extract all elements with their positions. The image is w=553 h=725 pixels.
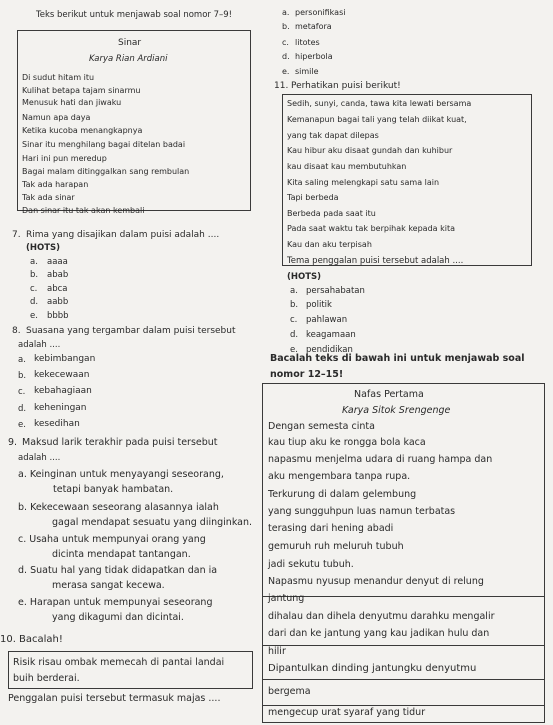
option-text[interactable]: aabb: [47, 297, 69, 307]
poem-line: Tapi berbeda: [287, 193, 339, 202]
question-text: adalah ....: [18, 340, 61, 350]
option-text[interactable]: kesedihan: [34, 419, 80, 429]
option-text[interactable]: litotes: [295, 38, 320, 47]
poem-line: yang sungguhpun luas namun terbatas: [268, 506, 456, 517]
poem-line: Tak ada harapan: [22, 180, 89, 189]
option-letter[interactable]: e.: [30, 311, 38, 321]
hots-tag: (HOTS): [26, 243, 61, 253]
option-letter[interactable]: a.: [282, 8, 290, 17]
section-heading: nomor 12–15!: [270, 369, 344, 380]
option-text[interactable]: keagamaan: [306, 330, 356, 340]
option-a[interactable]: a. Keinginan untuk menyayangi seseorang,: [18, 469, 224, 480]
hots-tag: (HOTS): [287, 272, 322, 282]
poem-line: terasing dari hening abadi: [268, 523, 394, 534]
question-text: Rima yang disajikan dalam puisi adalah ....: [26, 230, 220, 240]
poem-line: hilir: [268, 646, 286, 657]
question-number: 8.: [12, 326, 21, 336]
option-text[interactable]: aaaa: [47, 257, 68, 267]
section-heading: Bacalah teks di bawah ini untuk menjawab soal: [270, 353, 525, 364]
question-text: Perhatikan puisi berikut!: [291, 81, 401, 91]
poem-line: kau tiup aku ke rongga bola kaca: [268, 437, 426, 448]
question-number: 7.: [12, 230, 21, 240]
poem-line: Kau dan aku terpisah: [287, 240, 372, 249]
poem-line: Tak ada sinar: [22, 193, 75, 202]
question-number: 9.: [8, 437, 18, 448]
poem-line: Ketika kucoba menangkapnya: [22, 126, 143, 135]
poem-line: jantung: [268, 593, 305, 604]
option-text[interactable]: abca: [47, 284, 68, 294]
section-heading: Teks berikut untuk menjawab soal nomor 7–9!: [36, 10, 233, 20]
question-text: Suasana yang tergambar dalam puisi tersebut: [26, 326, 236, 336]
poem-title: Sinar: [118, 38, 142, 48]
question-number: 11.: [274, 81, 289, 91]
poem-line: Kita saling melengkapi satu sama lain: [287, 178, 440, 187]
option-letter[interactable]: b.: [30, 270, 39, 280]
option-letter[interactable]: c.: [290, 315, 298, 325]
option-text[interactable]: persahabatan: [306, 286, 365, 296]
quote-line: buih berderai.: [13, 673, 80, 684]
divider: [262, 596, 545, 597]
option-b[interactable]: b. Kekecewaan seseorang alasannya ialah: [18, 502, 219, 513]
question-text: Penggalan puisi tersebut termasuk majas ....: [8, 693, 221, 704]
option-e[interactable]: e. Harapan untuk mempunyai seseorang: [18, 597, 213, 608]
option-text[interactable]: pahlawan: [306, 315, 348, 325]
quote-line: Risik risau ombak memecah di pantai landai: [13, 657, 225, 668]
option-e-cont[interactable]: yang dikagumi dan dicintai.: [52, 612, 184, 623]
option-text[interactable]: kekecewaan: [34, 370, 90, 380]
poem-line: Pada saat waktu tak berpihak kepada kita: [287, 224, 455, 233]
option-letter[interactable]: e.: [290, 345, 298, 355]
poem-line: Menusuk hati dan jiwaku: [22, 98, 122, 107]
poem-line: napasmu menjelma udara di ruang hampa dan: [268, 454, 493, 465]
poem-line: Sedih, sunyi, canda, tawa kita lewati bersama: [287, 99, 472, 108]
option-letter[interactable]: d.: [30, 297, 39, 307]
option-letter[interactable]: a.: [18, 355, 26, 365]
option-letter[interactable]: c.: [18, 387, 26, 397]
option-d[interactable]: d. Suatu hal yang tidak didapatkan dan ia: [18, 565, 218, 576]
poem-line: Bagai malam ditinggalkan sang rembulan: [22, 167, 190, 176]
poem-line: jadi sekutu tubuh.: [268, 559, 354, 570]
poem-line: Di sudut hitam itu: [22, 73, 95, 82]
option-text[interactable]: kebimbangan: [34, 354, 96, 364]
divider: [262, 705, 545, 706]
poem-line: bergema: [268, 686, 311, 697]
option-letter[interactable]: d.: [18, 404, 27, 414]
poem-line: dihalau dan dihela denyutmu darahku mengalir: [268, 611, 495, 622]
option-letter[interactable]: a.: [30, 257, 38, 267]
option-text[interactable]: simile: [295, 67, 319, 76]
question-text: Maksud larik terakhir pada puisi tersebut: [22, 437, 218, 448]
poem-line: Hari ini pun meredup: [22, 154, 107, 163]
poem-line: aku mengembara tanpa rupa.: [268, 471, 411, 482]
option-letter[interactable]: b.: [18, 371, 27, 381]
poem-line: Dipantulkan dinding jantungku denyutmu: [268, 663, 477, 674]
option-c[interactable]: c. Usaha untuk mempunyai orang yang: [18, 534, 206, 545]
poem-line: Sinar itu menghilang bagai ditelan badai: [22, 140, 186, 149]
option-text[interactable]: abab: [47, 270, 69, 280]
option-letter[interactable]: c.: [282, 38, 289, 47]
poem-line: Dan sinar itu tak akan kembali: [22, 206, 145, 215]
poem-line: Dengan semesta cinta: [268, 421, 375, 432]
option-letter[interactable]: e.: [18, 420, 26, 430]
option-letter[interactable]: d.: [282, 52, 290, 61]
option-letter[interactable]: b.: [282, 22, 290, 31]
option-text[interactable]: kebahagiaan: [34, 386, 92, 396]
question-text: Bacalah!: [19, 634, 63, 645]
divider: [262, 679, 545, 680]
question-text: Tema penggalan puisi tersebut adalah ....: [287, 256, 464, 266]
option-text[interactable]: bbbb: [47, 311, 69, 321]
option-text[interactable]: pendidikan: [306, 345, 353, 355]
poem-author: Karya Sitok Srengenge: [342, 405, 451, 416]
poem-line: dari dan ke jantung yang kau jadikan hulu dan: [268, 628, 490, 639]
poem-line: mengecup urat syaraf yang tidur: [268, 707, 426, 718]
option-text[interactable]: hiperbola: [295, 52, 333, 61]
option-letter[interactable]: d.: [290, 330, 299, 340]
poem-line: Kau hibur aku disaat gundah dan kuhibur: [287, 146, 453, 155]
poem-line: gemuruh ruh meluruh tubuh: [268, 541, 404, 552]
option-text[interactable]: personifikasi: [295, 8, 346, 17]
poem-line: yang tak dapat dilepas: [287, 131, 379, 140]
option-d-cont[interactable]: merasa sangat kecewa.: [52, 580, 165, 591]
option-text[interactable]: politik: [306, 300, 332, 310]
poem-line: Kemanapun bagai tali yang telah diikat kuat,: [287, 115, 467, 124]
poem-title: Nafas Pertama: [354, 389, 424, 400]
poem-line: Napasmu nyusup menandur denyut di relung: [268, 576, 484, 587]
option-b-cont[interactable]: gagal mendapat sesuatu yang diinginkan.: [52, 517, 253, 528]
option-letter[interactable]: a.: [290, 286, 298, 296]
question-text: adalah ....: [18, 453, 61, 463]
poem-line: Namun apa daya: [22, 113, 91, 122]
option-text[interactable]: metafora: [295, 22, 332, 31]
question-number: 10.: [0, 634, 16, 645]
poem-line: kau disaat kau membutuhkan: [287, 162, 407, 171]
poem-line: Terkurung di dalam gelembung: [268, 489, 417, 500]
option-letter[interactable]: b.: [290, 300, 299, 310]
poem-author: Karya Rian Ardiani: [89, 54, 168, 64]
option-c-cont[interactable]: dicinta mendapat tantangan.: [52, 549, 191, 560]
option-letter[interactable]: e.: [282, 67, 290, 76]
poem-line: Berbeda pada saat itu: [287, 209, 376, 218]
poem-line: Kulihat betapa tajam sinarmu: [22, 86, 141, 95]
option-a-cont[interactable]: tetapi banyak hambatan.: [53, 484, 174, 495]
option-text[interactable]: keheningan: [34, 403, 87, 413]
option-letter[interactable]: c.: [30, 284, 38, 294]
divider: [262, 645, 545, 646]
